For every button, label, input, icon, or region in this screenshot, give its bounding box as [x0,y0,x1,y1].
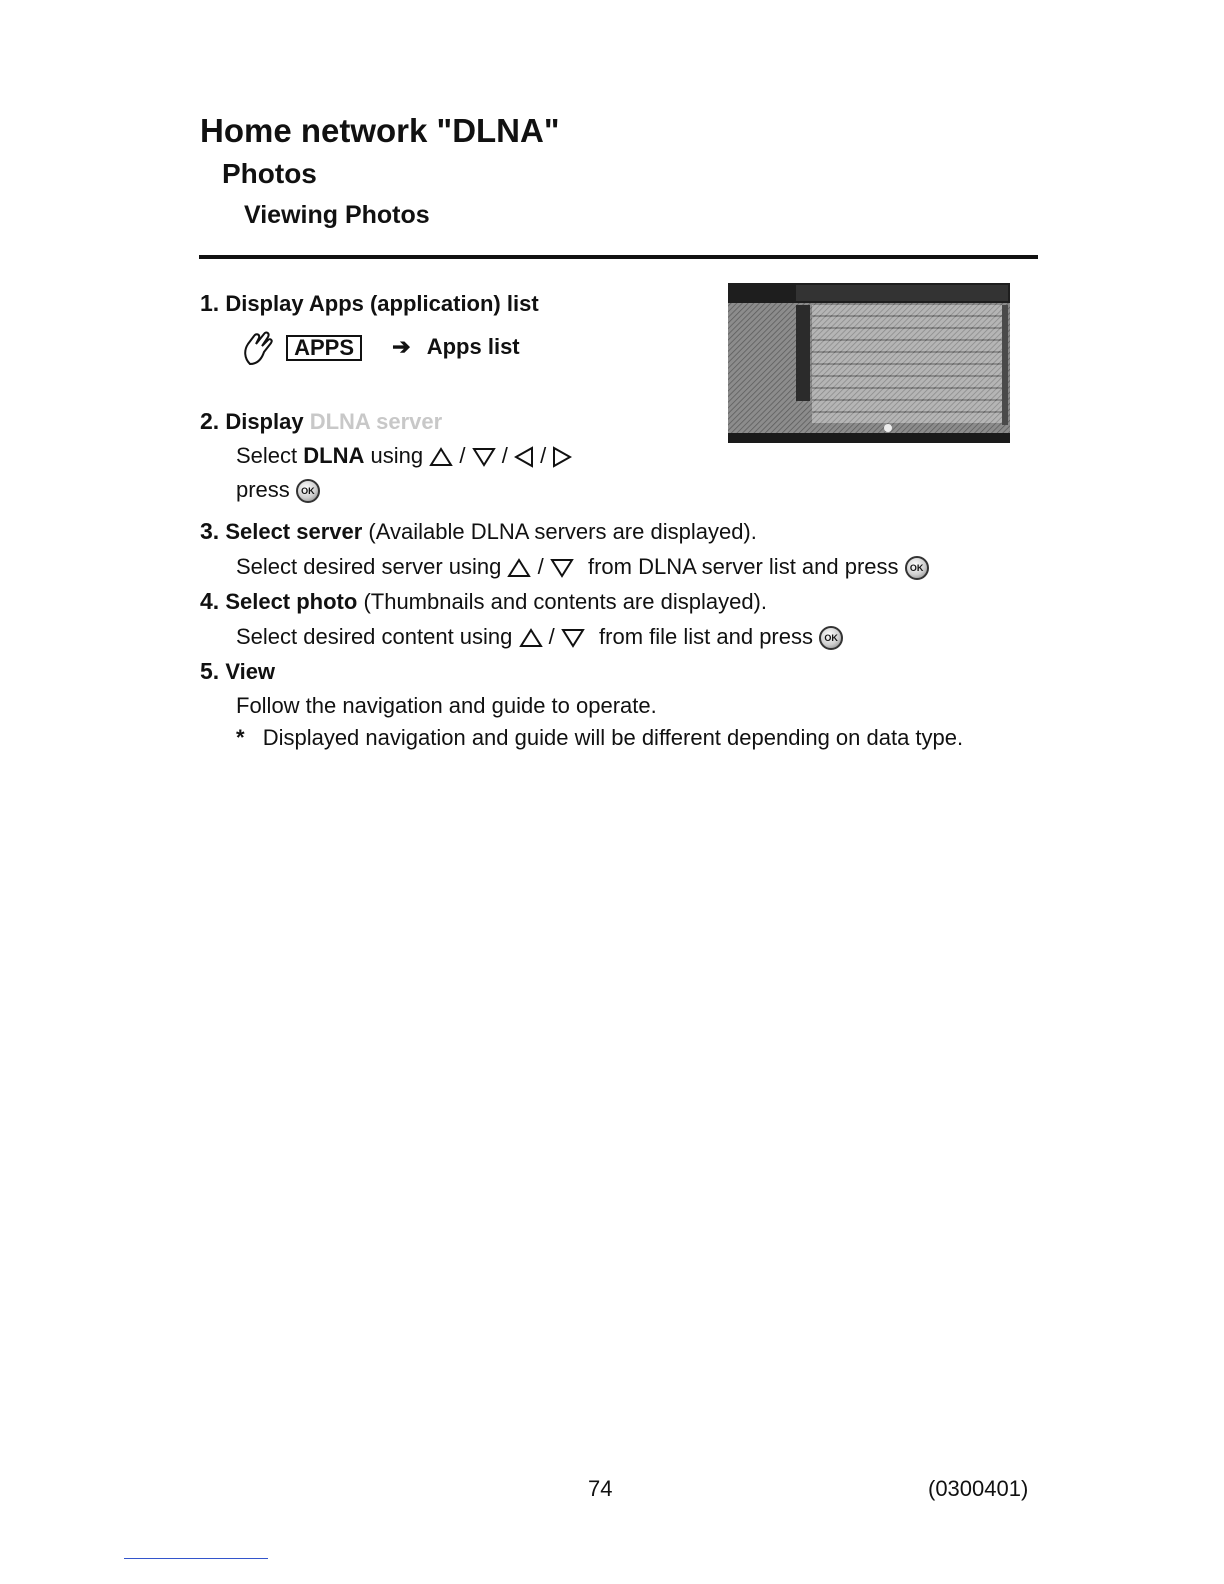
page-title: Home network "DLNA" [200,112,560,149]
step-4-heading: 4. Select photo (Thumbnails and contents are displayed). [200,588,767,614]
section-title: Photos [222,158,317,189]
tv-screenshot [728,283,1010,443]
bottom-link-line [124,1558,268,1559]
apps-key: APPS [286,335,362,361]
step-5-note: * Displayed navigation and guide will be different depending on data type. [236,725,964,750]
step-1-keys [242,328,520,368]
ok-button-icon: OK [296,479,320,503]
up-triangle-icon [507,558,531,578]
dlna-screen-image [728,283,1010,443]
document-code: (0300401) [928,1476,1029,1501]
subsection-title: Viewing Photos [244,201,430,229]
divider [199,255,1038,259]
step-5-heading: 5. View [200,658,276,684]
up-triangle-icon [519,628,543,648]
left-triangle-icon [514,446,534,468]
page-number: 74 [588,1476,613,1501]
step-2-heading: 2. Display DLNA server [200,408,443,434]
down-triangle-icon [472,447,496,467]
apps-list-label: Apps list [426,333,520,359]
step-1-heading: 1. Display Apps (application) list [200,290,539,316]
ok-button-icon: OK [819,626,843,650]
dlna-server-label: DLNA server [309,409,443,434]
step-3-select: Select desired server using / from DLNA server list and press OK [236,554,929,580]
step-5-text: Follow the navigation and guide to operate. [236,693,657,718]
down-triangle-icon [561,628,585,648]
remote-hand-icon [242,328,276,368]
step-4-select: Select desired content using / from file list and press OK [236,624,843,650]
step-3-heading: 3. Select server (Available DLNA servers are displayed). [200,518,757,544]
up-triangle-icon [429,447,453,467]
down-triangle-icon [550,558,574,578]
step-2-press: press OK [236,477,320,503]
step-2-select: Select DLNA using / / / [236,443,572,469]
right-triangle-icon [552,446,572,468]
arrow-icon: ➔ [392,333,411,359]
ok-button-icon: OK [905,556,929,580]
